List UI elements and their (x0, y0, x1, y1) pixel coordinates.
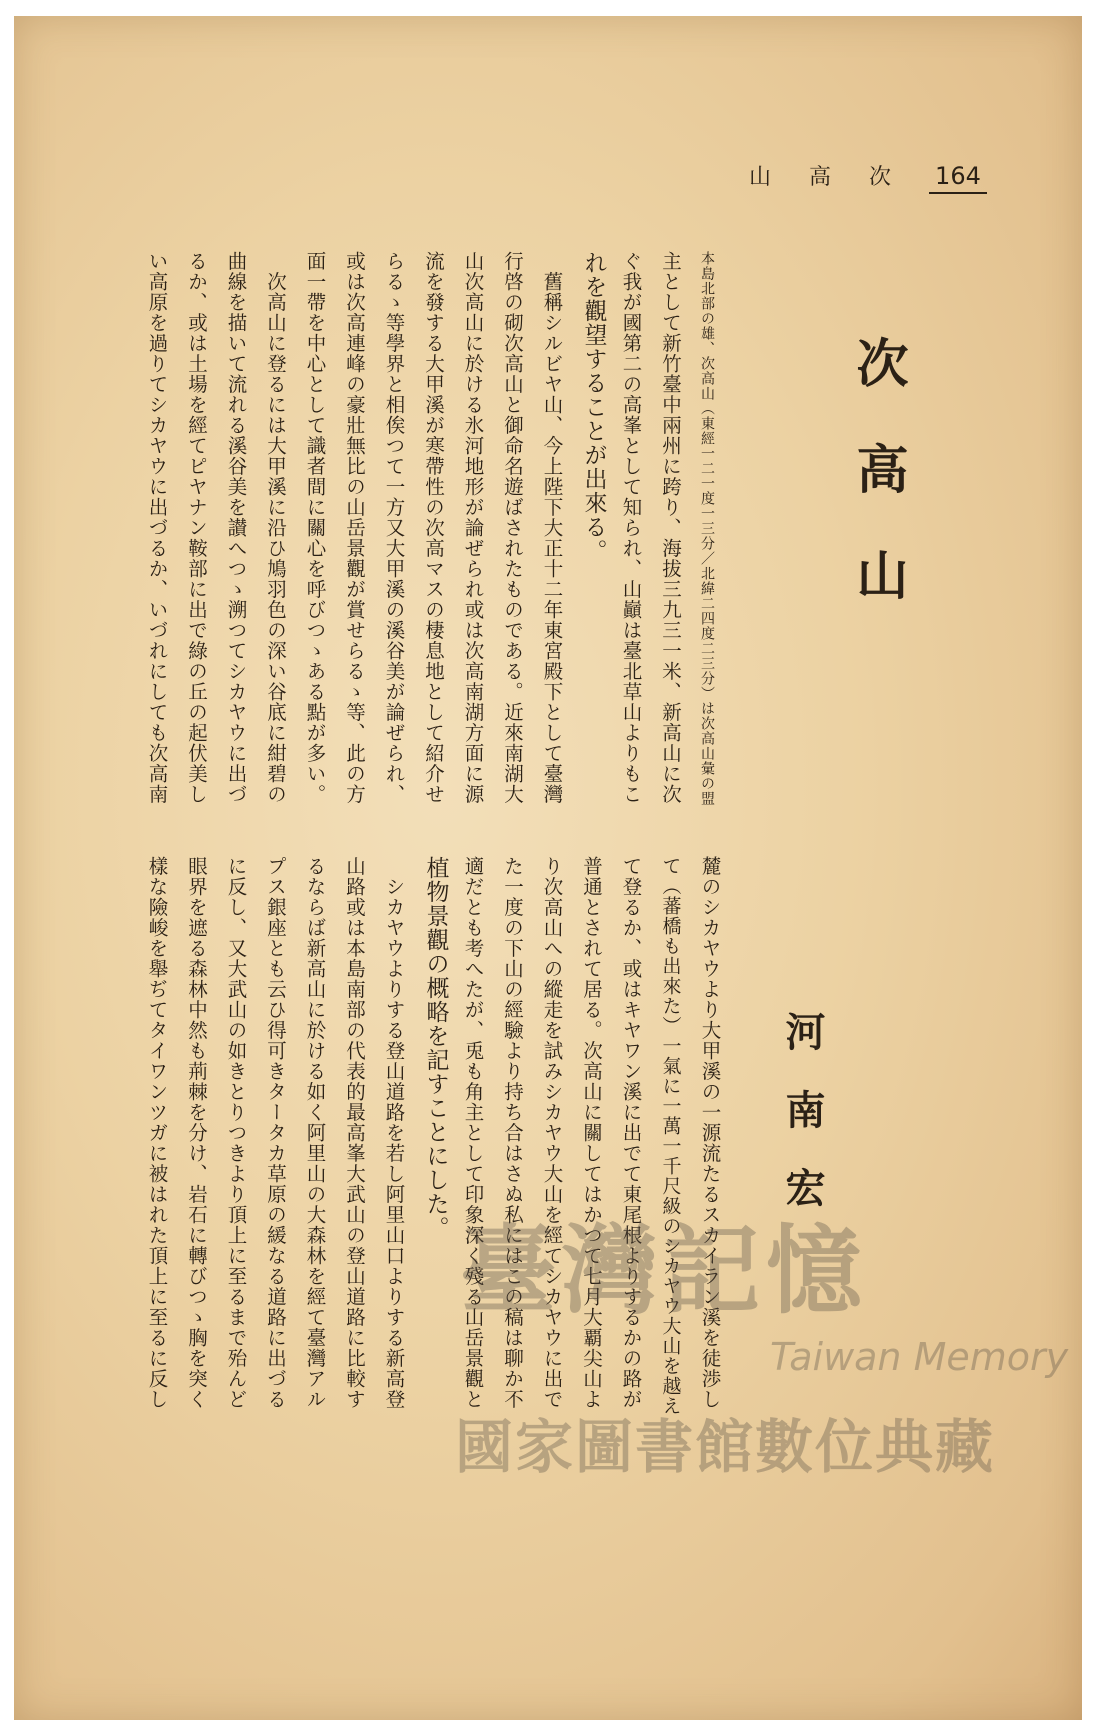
text-column: い高原を過りてシカヤウに出づるか、いづれにしても次高南 (145, 251, 169, 805)
text-column: 麓のシカヤウより大甲溪の一源流たるスカイラン溪を徒渉し (698, 856, 722, 1410)
text-column: シカヤウよりする登山道路を若し阿里山口よりする新高登 (382, 856, 406, 1410)
text-column: 普通とされて居る。次高山に關してはかつて七月大覇尖山よ (580, 856, 603, 1410)
text-column: た一度の下山の經驗より持ち合はさぬ私にはこの稿は聊か不 (501, 856, 524, 1410)
article-author: 河南宏 (779, 1011, 826, 1245)
text-column: るか、或は土場を經てピヤナン鞍部に出で綠の丘の起伏美し (185, 251, 208, 805)
text-column: 行啓の砌次高山と御命名遊ばされたものである。近來南湖大 (501, 251, 524, 805)
text-column: 流を發する大甲溪が寒帶性の次高マスの棲息地として紹介せ (422, 251, 445, 805)
text-column: 主として新竹臺中兩州に跨り、海拔三九三一米、新高山に次 (659, 251, 682, 805)
article-title: 次高山 (847, 336, 908, 654)
text-column: 適だとも考へたが、兎も角主として印象深く殘る山岳景觀と (461, 856, 485, 1410)
text-column: 本島北部の雄、次高山（東經一二一度一三分／北緯二四度二三分）は次高山彙の盟 (699, 251, 715, 806)
scanned-page (14, 16, 1082, 1720)
text-column: 舊稱シルビヤ山、今上陛下大正十二年東宮殿下として臺灣 (540, 251, 564, 805)
text-column: 樣な險峻を舉ぢてタイワンツガに被はれた頂上に至るに反し (145, 856, 169, 1410)
text-column: らるゝ等學界と相俟つて一方又大甲溪の溪谷美が論ぜられ、 (382, 251, 406, 805)
running-title-char: 高 (809, 165, 832, 190)
text-column: 山次高山に於ける氷河地形が論ぜられ或は次高南湖方面に源 (461, 251, 485, 805)
text-column: 或は次高連峰の豪壯無比の山岳景觀が賞せらるゝ等、此の方 (343, 251, 366, 805)
watermark-english: Taiwan Memory (770, 1335, 1069, 1379)
text-column: ぐ我が國第二の高峯として知られ、山巓は臺北草山よりもこ (619, 251, 643, 805)
text-column: 面一帶を中心として識者間に關心を呼びつゝある點が多い。 (303, 251, 327, 805)
text-column: 山路或は本島南部の代表的最高峯大武山の登山道路に比較す (343, 856, 366, 1410)
text-column: て登るか、或はキヤワン溪に出でて東尾根よりするかの路が (619, 856, 643, 1410)
text-column: るならば新高山に於ける如く阿里山の大森林を經て臺灣アル (303, 856, 327, 1410)
text-column: れを觀望することが出來る。 (580, 251, 607, 563)
page-number: 164 (929, 162, 987, 194)
running-title-char: 次 (869, 165, 892, 190)
text-column: 眼界を遮る森林中然も荊棘を分け、岩石に轉びつゝ胸を突く (185, 856, 208, 1410)
text-column: て（蕃橋も出來た）一氣に一萬一千尺級のシカヤウ大山を越え (659, 856, 682, 1416)
watermark-library: 國家圖書館數位典藏 (455, 1413, 996, 1481)
running-title-char: 山 (749, 165, 772, 190)
text-column: 次高山に登るには大甲溪に沿ひ鳩羽色の深い谷底に紺碧の (264, 251, 287, 805)
watermark-logo-text: 臺灣記憶 (460, 1215, 868, 1327)
text-column: り次高山への縱走を試みシカヤウ大山を經てシカヤウに出で (540, 856, 564, 1410)
running-header (749, 160, 987, 194)
text-column: 植物景觀の概略を記すことにした。 (422, 856, 449, 1240)
text-column: に反し、又大武山の如きとりつきより頂上に至るまで殆んど (224, 856, 248, 1410)
text-column: 曲線を描いて流れる溪谷美を讃へつゝ溯つてシカヤウに出づ (224, 251, 248, 805)
text-column: プス銀座とも云ひ得可きタータカ草原の緩なる道路に出づる (264, 856, 287, 1410)
